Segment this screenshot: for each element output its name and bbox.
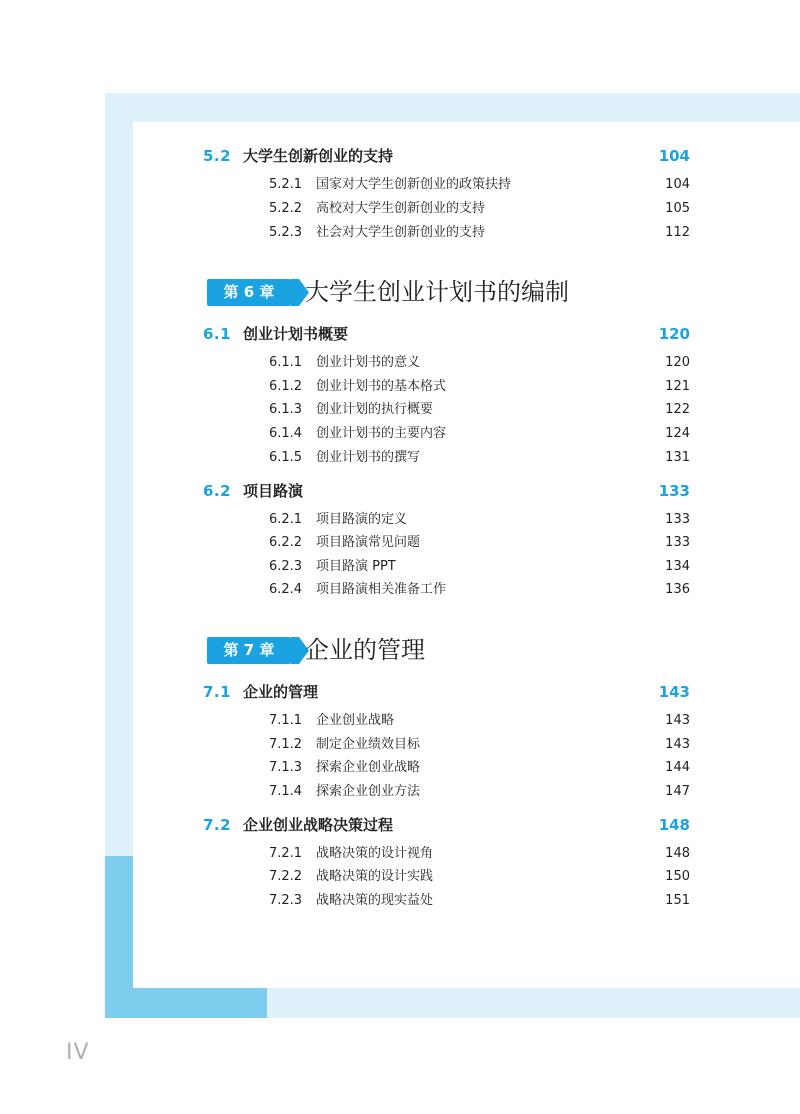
item-title: 创业计划书的基本格式 <box>316 379 447 394</box>
item-number: 7.1.2 <box>269 737 303 752</box>
item-title: 高校对大学生创新创业的支持 <box>316 201 486 216</box>
item-page: 105 <box>665 201 690 216</box>
section-number: 5.2 <box>203 147 232 165</box>
item-number: 6.1.2 <box>269 379 303 394</box>
item-number: 6.2.1 <box>269 512 303 527</box>
section-page: 104 <box>658 147 690 165</box>
item-page: 131 <box>665 450 690 465</box>
section-number: 6.1 <box>203 325 232 343</box>
toc-item[interactable] <box>0 351 800 375</box>
toc-item[interactable] <box>0 221 800 245</box>
item-number: 6.2.4 <box>269 582 303 597</box>
toc-item[interactable] <box>0 398 800 422</box>
item-number: 5.2.1 <box>269 177 303 192</box>
item-page: 143 <box>665 737 690 752</box>
item-title: 战略决策的设计实践 <box>316 869 434 884</box>
chapter-title: 企业的管理 <box>305 636 425 664</box>
item-page: 112 <box>665 225 690 240</box>
item-page: 144 <box>665 760 690 775</box>
toc-item[interactable] <box>0 842 800 866</box>
chapter-badge: 第 7 章 <box>207 637 291 664</box>
chapter-badge: 第 6 章 <box>207 279 291 306</box>
item-page: 133 <box>665 535 690 550</box>
toc-item[interactable] <box>0 865 800 889</box>
item-number: 5.2.2 <box>269 201 303 216</box>
section-title: 项目路演 <box>243 482 304 500</box>
toc-section-6-2[interactable] <box>0 479 800 503</box>
item-page: 150 <box>665 869 690 884</box>
item-number: 6.1.4 <box>269 426 303 441</box>
section-title: 大学生创新创业的支持 <box>243 147 394 165</box>
item-page: 133 <box>665 512 690 527</box>
chapter-7-heading[interactable] <box>207 630 767 670</box>
item-title: 创业计划书的撰写 <box>316 450 421 465</box>
toc-item[interactable] <box>0 422 800 446</box>
toc-item[interactable] <box>0 578 800 602</box>
item-title: 项目路演 PPT <box>316 559 396 574</box>
toc-section-5-2[interactable] <box>0 144 800 168</box>
section-title: 创业计划书概要 <box>243 325 349 343</box>
toc-item[interactable] <box>0 555 800 579</box>
item-title: 探索企业创业战略 <box>316 760 421 775</box>
item-title: 创业计划书的意义 <box>316 355 421 370</box>
chapter-6-heading[interactable] <box>207 272 767 312</box>
item-number: 7.1.1 <box>269 713 303 728</box>
section-number: 7.1 <box>203 683 232 701</box>
section-page: 133 <box>658 482 690 500</box>
toc-item[interactable] <box>0 446 800 470</box>
item-page: 124 <box>665 426 690 441</box>
item-title: 项目路演相关准备工作 <box>316 582 447 597</box>
item-title: 社会对大学生创新创业的支持 <box>316 225 486 240</box>
item-number: 7.1.4 <box>269 784 303 799</box>
toc-item[interactable] <box>0 709 800 733</box>
toc-item[interactable] <box>0 197 800 221</box>
item-number: 5.2.3 <box>269 225 303 240</box>
toc-item[interactable] <box>0 756 800 780</box>
item-page: 147 <box>665 784 690 799</box>
item-number: 6.1.1 <box>269 355 303 370</box>
item-page: 143 <box>665 713 690 728</box>
toc-item[interactable] <box>0 173 800 197</box>
item-number: 7.1.3 <box>269 760 303 775</box>
item-title: 项目路演的定义 <box>316 512 408 527</box>
item-title: 企业创业战略 <box>316 713 395 728</box>
toc-item[interactable] <box>0 733 800 757</box>
toc-item[interactable] <box>0 508 800 532</box>
item-number: 7.2.2 <box>269 869 303 884</box>
item-title: 创业计划书的主要内容 <box>316 426 447 441</box>
item-page: 136 <box>665 582 690 597</box>
item-number: 7.2.3 <box>269 893 303 908</box>
item-title: 探索企业创业方法 <box>316 784 421 799</box>
toc-section-7-1[interactable] <box>0 680 800 704</box>
section-title: 企业创业战略决策过程 <box>243 816 394 834</box>
item-page: 148 <box>665 846 690 861</box>
item-number: 6.1.5 <box>269 450 303 465</box>
toc-item[interactable] <box>0 780 800 804</box>
section-number: 7.2 <box>203 816 232 834</box>
toc-section-6-1[interactable] <box>0 322 800 346</box>
item-page: 104 <box>665 177 690 192</box>
section-page: 148 <box>658 816 690 834</box>
toc-item[interactable] <box>0 889 800 913</box>
chapter-title: 大学生创业计划书的编制 <box>305 278 569 306</box>
item-page: 151 <box>665 893 690 908</box>
toc-section-7-2[interactable] <box>0 813 800 837</box>
item-number: 6.2.2 <box>269 535 303 550</box>
toc-item[interactable] <box>0 375 800 399</box>
section-title: 企业的管理 <box>243 683 319 701</box>
section-page: 143 <box>658 683 690 701</box>
item-page: 134 <box>665 559 690 574</box>
item-page: 121 <box>665 379 690 394</box>
item-title: 创业计划的执行概要 <box>316 402 434 417</box>
section-page: 120 <box>658 325 690 343</box>
toc-item[interactable] <box>0 531 800 555</box>
item-number: 6.2.3 <box>269 559 303 574</box>
item-number: 7.2.1 <box>269 846 303 861</box>
item-title: 战略决策的现实益处 <box>316 893 434 908</box>
item-page: 120 <box>665 355 690 370</box>
page-number: IV <box>66 1040 90 1065</box>
item-page: 122 <box>665 402 690 417</box>
item-title: 国家对大学生创新创业的政策扶持 <box>316 177 512 192</box>
section-number: 6.2 <box>203 482 232 500</box>
item-number: 6.1.3 <box>269 402 303 417</box>
item-title: 项目路演常见问题 <box>316 535 421 550</box>
item-title: 战略决策的设计视角 <box>316 846 434 861</box>
item-title: 制定企业绩效目标 <box>316 737 421 752</box>
